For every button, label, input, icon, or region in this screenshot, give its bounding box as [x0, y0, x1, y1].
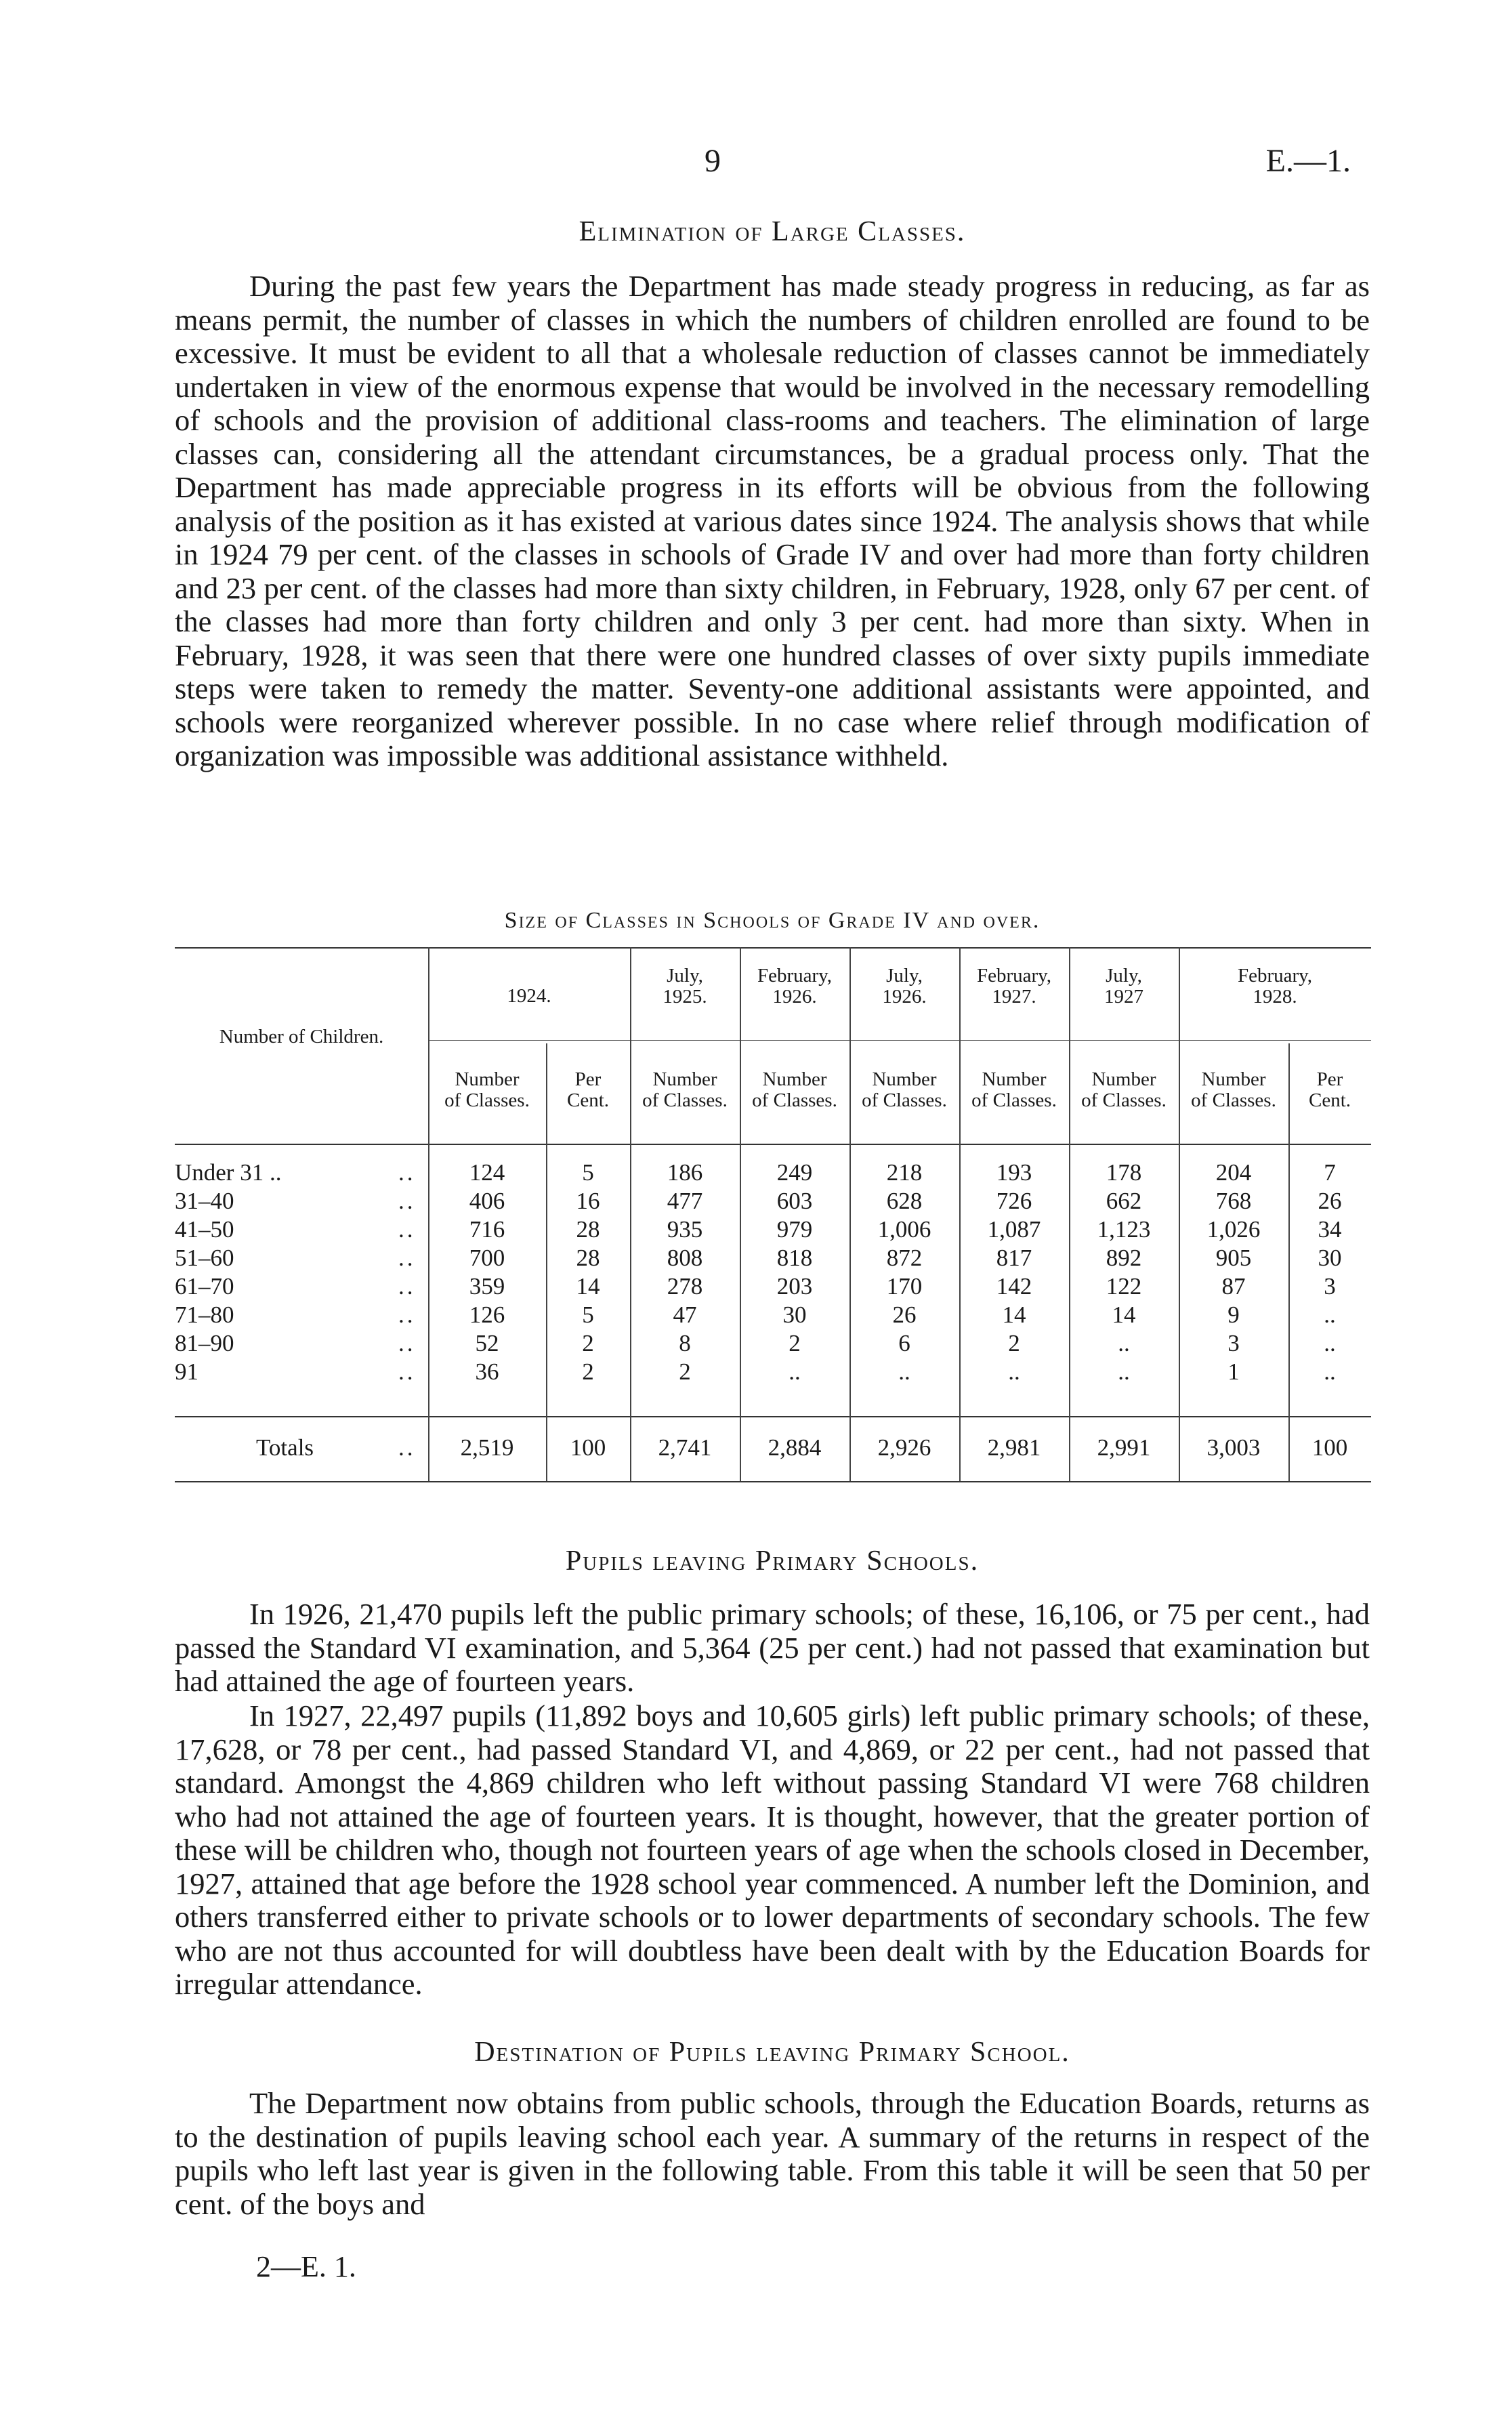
row-label: 31–40 — [175, 1188, 234, 1214]
table-cell: 47 — [673, 1302, 697, 1328]
sub-header: Per Cent. — [566, 1068, 610, 1111]
row-label: 51–60 — [175, 1245, 234, 1271]
table-cell: 700 — [469, 1245, 505, 1271]
table-cell: 1,006 — [877, 1216, 931, 1243]
sub-header: Per Cent. — [1308, 1068, 1351, 1111]
table-cell: 249 — [776, 1159, 813, 1186]
table-cell: .. — [1324, 1302, 1336, 1328]
table-cell: 186 — [667, 1159, 703, 1186]
table-cell: 14 — [1002, 1302, 1026, 1328]
table-cell: 2 — [1008, 1330, 1020, 1356]
table-cell: 203 — [776, 1273, 813, 1299]
table-cell: 1,087 — [987, 1216, 1041, 1243]
table-cell: 716 — [469, 1216, 505, 1243]
section-heading-destination: Destination of Pupils leaving Primary School. — [474, 2037, 1070, 2068]
totals-cell: 100 — [1311, 1434, 1348, 1461]
totals-cell: 3,003 — [1206, 1434, 1261, 1461]
leader-dots: .. — [398, 1216, 416, 1243]
row-header: Number of Children. — [219, 1026, 384, 1047]
sub-header: Number of Classes. — [1191, 1068, 1276, 1111]
sub-header: Number of Classes. — [752, 1068, 837, 1111]
leader-dots: .. — [398, 1302, 416, 1328]
totals-top-rule — [175, 1416, 1371, 1417]
totals-cell: 2,884 — [768, 1434, 822, 1461]
table-cell: 26 — [892, 1302, 917, 1328]
table-cell: 14 — [1112, 1302, 1136, 1328]
table-cell: 193 — [996, 1159, 1032, 1186]
table-cell: 359 — [469, 1273, 505, 1299]
date-header: February, 1927. — [976, 965, 1052, 1007]
row-label: 81–90 — [175, 1330, 234, 1356]
sub-header: Number of Classes. — [862, 1068, 947, 1111]
leader-dots: .. — [398, 1358, 416, 1385]
table-cell: 170 — [886, 1273, 923, 1299]
totals-cell: 2,519 — [460, 1434, 514, 1461]
sub-header: Number of Classes. — [642, 1068, 728, 1111]
row-label: 71–80 — [175, 1302, 234, 1328]
leader-dots: .. — [398, 1245, 416, 1271]
table-cell: 204 — [1215, 1159, 1252, 1186]
table-cell: 905 — [1215, 1245, 1252, 1271]
header-bottom-rule — [175, 1144, 1371, 1145]
table-cell: 628 — [886, 1188, 923, 1214]
totals-cell: 100 — [570, 1434, 606, 1461]
table-cell: 979 — [776, 1216, 813, 1243]
table-cell: 6 — [898, 1330, 910, 1356]
pupils-leaving-paragraph-1927: In 1927, 22,497 pupils (11,892 boys and 10,605 girls) left public primary schools; of these, 17,628, or 78 per cent., had passed Standard VI, and 4,869, or 22 per cent., had not passed that standard. Amongst the 4,869 children who left without passing Standard VI were 768 children who had not attained the age of fourteen years. It is thought, however, that the greater portion of these will be children who, though not fourteen years of age when the schools closed in December, 1927, attained that age before the 1928 school year commenced. A number left the Dominion, and others transferred either to private schools or to lower departments of secondary schools. The few who are not thus accounted for will doubtless have been dealt with by the Education Boards for irregular attendance. — [175, 1699, 1370, 2001]
table-cell: 52 — [475, 1330, 499, 1356]
table-cell: 30 — [1318, 1245, 1342, 1271]
footer-signature: 2—E. 1. — [256, 2250, 356, 2283]
table-cell: 278 — [667, 1273, 703, 1299]
table-cell: 1,026 — [1206, 1216, 1261, 1243]
leader-dots: .. — [398, 1159, 416, 1186]
totals-cell: 2,981 — [987, 1434, 1041, 1461]
header-mid-rule — [428, 1040, 1371, 1041]
section-heading-elimination: Elimination of Large Classes. — [579, 216, 966, 247]
table-cell: 8 — [679, 1330, 691, 1356]
table-cell: 477 — [667, 1188, 703, 1214]
page-number: 9 — [705, 143, 721, 179]
table-cell: 892 — [1106, 1245, 1142, 1271]
totals-cell: 2,741 — [658, 1434, 712, 1461]
table-cell: .. — [1324, 1330, 1336, 1356]
table-cell: 124 — [469, 1159, 505, 1186]
table-cell: 16 — [576, 1188, 600, 1214]
table-bottom-rule — [175, 1481, 1371, 1482]
table-cell: .. — [1324, 1358, 1336, 1385]
table-cell: 26 — [1318, 1188, 1342, 1214]
row-label: Under 31 .. — [175, 1159, 282, 1186]
table-cell: 14 — [576, 1273, 600, 1299]
table-cell: 768 — [1215, 1188, 1252, 1214]
table-cell: .. — [1118, 1330, 1130, 1356]
table-cell: 817 — [996, 1245, 1032, 1271]
totals-cell: 2,991 — [1097, 1434, 1151, 1461]
date-header: February, 1926. — [757, 965, 833, 1007]
sub-header: Number of Classes. — [1081, 1068, 1167, 1111]
table-cell: 3 — [1227, 1330, 1240, 1356]
date-header: July, 1926. — [882, 965, 927, 1007]
table-cell: 603 — [776, 1188, 813, 1214]
destination-paragraph: The Department now obtains from public schools, through the Education Boards, returns as to the destination of pupils leaving school each year. A summary of the returns in respect of the pupils who left last year is given in the following table. From this table it will be seen that 50 per cent. of the boys and — [175, 2086, 1370, 2221]
row-label: 91 — [175, 1358, 198, 1385]
table-cell: 126 — [469, 1302, 505, 1328]
table-cell: 1,123 — [1097, 1216, 1151, 1243]
table-cell: 808 — [667, 1245, 703, 1271]
sub-header: Number of Classes. — [444, 1068, 530, 1111]
table-cell: 122 — [1106, 1273, 1142, 1299]
table-cell: 406 — [469, 1188, 505, 1214]
table-cell: .. — [898, 1358, 910, 1385]
section-heading-pupils-leaving: Pupils leaving Primary Schools. — [565, 1545, 980, 1577]
table-cell: 662 — [1106, 1188, 1142, 1214]
pupils-leaving-paragraph-1926: In 1926, 21,470 pupils left the public primary schools; of these, 16,106, or 75 per cent., had passed the Standard VI examination, and 5,364 (25 per cent.) had not passed that examination but had attained the age of fourteen years. — [175, 1597, 1370, 1698]
table-cell: .. — [1118, 1358, 1130, 1385]
table-cell: 9 — [1227, 1302, 1240, 1328]
table-cell: 2 — [582, 1330, 594, 1356]
totals-label: Totals — [256, 1434, 314, 1461]
table-cell: .. — [789, 1358, 801, 1385]
table-cell: 28 — [576, 1245, 600, 1271]
leader-dots: .. — [398, 1434, 416, 1461]
table-cell: 142 — [996, 1273, 1032, 1299]
table-cell: 818 — [776, 1245, 813, 1271]
date-header: 1924. — [507, 985, 551, 1007]
date-header: February, 1928. — [1237, 965, 1313, 1007]
table-cell: 5 — [582, 1159, 594, 1186]
row-label: 41–50 — [175, 1216, 234, 1243]
row-label: 61–70 — [175, 1273, 234, 1299]
table-cell: 28 — [576, 1216, 600, 1243]
table-cell: 935 — [667, 1216, 703, 1243]
table-cell: 30 — [782, 1302, 807, 1328]
leader-dots: .. — [398, 1273, 416, 1299]
totals-cell: 2,926 — [877, 1434, 931, 1461]
table-cell: 3 — [1324, 1273, 1336, 1299]
sub-header: Number of Classes. — [971, 1068, 1057, 1111]
table-cell: 2 — [789, 1330, 801, 1356]
table-cell: 87 — [1221, 1273, 1246, 1299]
table-cell: 2 — [679, 1358, 691, 1385]
elimination-paragraph: During the past few years the Department has made steady progress in reducing, as far as means permit, the number of classes in which the numbers of children enrolled are found to be excessive. It must be evident to all that a wholesale reduction of classes cannot be immediately undertaken in view of the enormous expense that would be involved in the necessary remodelling of schools and the provision of additional class-rooms and teachers. The elimination of large classes can, considering all the attendant circumstances, be a gradual process only. That the Department has made appreciable progress in its efforts will be obvious from the following analysis of the position as it has existed at various dates since 1924. The analysis shows that while in 1924 79 per cent. of the classes in schools of Grade IV and over had more than forty children and 23 per cent. of the classes had more than sixty children, in February, 1928, only 67 per cent. of the classes had more than forty children and only 3 per cent. had more than sixty. When in February, 1928, it was seen that there were one hundred classes of over sixty pupils immediate steps were taken to remedy the matter. Seventy-one additional assistants were appointed, and schools were reorganized wherever possible. In no case where relief through modification of organization was impossible was additional assistance withheld. — [175, 269, 1370, 772]
date-header: July, 1925. — [663, 965, 707, 1007]
table-caption: Size of Classes in Schools of Grade IV and over. — [504, 908, 1041, 933]
table-cell: 7 — [1324, 1159, 1336, 1186]
leader-dots: .. — [398, 1330, 416, 1356]
date-header: July, 1927 — [1104, 965, 1143, 1007]
table-cell: 5 — [582, 1302, 594, 1328]
table-cell: 34 — [1318, 1216, 1342, 1243]
table-cell: 178 — [1106, 1159, 1142, 1186]
document-code: E.—1. — [1265, 143, 1351, 179]
table-cell: 726 — [996, 1188, 1032, 1214]
table-cell: 218 — [886, 1159, 923, 1186]
table-cell: 872 — [886, 1245, 923, 1271]
table-cell: 1 — [1227, 1358, 1240, 1385]
table-cell: 36 — [475, 1358, 499, 1385]
leader-dots: .. — [398, 1188, 416, 1214]
table-top-rule — [175, 947, 1371, 949]
table-cell: 2 — [582, 1358, 594, 1385]
table-cell: .. — [1008, 1358, 1020, 1385]
